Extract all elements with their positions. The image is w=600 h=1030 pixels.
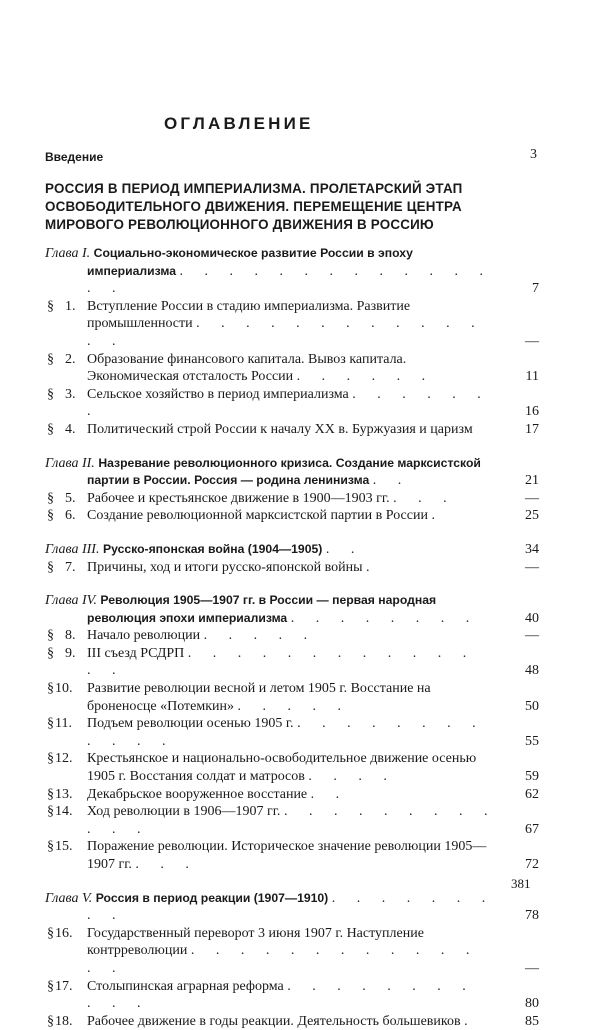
- toc-entry-section: [45, 838, 539, 873]
- page-number: 17: [525, 421, 539, 437]
- section-title: [87, 507, 539, 525]
- leader-dots: .: [464, 1013, 477, 1029]
- chapter-title: Русско-японская война (1904—1905): [102, 541, 323, 556]
- section-title: [87, 750, 539, 785]
- section-text: Декабрьское вооруженное восстание: [87, 786, 308, 802]
- section-title: [87, 1013, 539, 1030]
- section-title: [87, 645, 539, 680]
- page-number: 7: [532, 281, 539, 297]
- chapter-title: Революция 1905—1907 гг. в России — первая народная революция эпохи империализма: [87, 593, 437, 625]
- chapter-label: Глава IV.: [45, 593, 97, 609]
- chapter-heading: [45, 245, 539, 298]
- section-mark: §: [47, 559, 54, 575]
- toc-entry-section: [45, 645, 539, 680]
- section-text: Создание революционной марксистской партии в России: [87, 508, 428, 524]
- folio-page-number: 381: [511, 876, 531, 891]
- page-number: 85: [525, 1013, 539, 1029]
- section-mark: §: [47, 978, 54, 994]
- section-mark: §: [47, 298, 54, 314]
- toc-entry-chapter: [45, 245, 539, 298]
- page-number: 34: [525, 541, 539, 557]
- section-number: 13.: [55, 786, 73, 802]
- chapter-title: Назревание революционного кризиса. Создание марксистской партии в России. Россия — родина ленинизма: [87, 455, 481, 488]
- leader-dots: . . . . . . . . . . . . . .: [87, 645, 476, 679]
- leader-dots: . . . .: [308, 769, 396, 785]
- leader-dots: . . . . . . . . . . . . . .: [87, 316, 484, 349]
- section-text: Подъем революции осенью 1905 г.: [87, 716, 294, 732]
- leader-dots: . . . . . . . .: [290, 610, 479, 626]
- leader-dots: .: [366, 559, 379, 575]
- page-number: 40: [525, 610, 539, 626]
- section-text: Государственный переворот 3 июня 1907 г. Наступление контрреволюции: [87, 925, 424, 959]
- toc-entry-section: [45, 490, 539, 508]
- section-number: 16.: [55, 925, 73, 941]
- toc-entry-section: [45, 351, 539, 386]
- section-mark: §: [47, 716, 54, 732]
- leader-dots: . . . . . . . . . . . . . .: [87, 943, 479, 976]
- section-title: [87, 803, 539, 838]
- section-text: Развитие революции весной и летом 1905 г. Восстание на броненосце «Потемкин»: [87, 681, 431, 714]
- section-number: 1.: [65, 298, 76, 314]
- chapter-title: Социально-экономическое развитие России в эпоху империализма: [87, 246, 413, 278]
- section-mark: §: [47, 839, 54, 855]
- section-mark: §: [47, 786, 54, 802]
- toc-list: [45, 245, 539, 1030]
- section-number: 11.: [55, 716, 72, 732]
- section-number: 7.: [65, 559, 76, 575]
- section-title: [87, 298, 539, 351]
- section-number: 12.: [55, 751, 73, 767]
- page-number: 59: [525, 769, 539, 785]
- section-title: [87, 838, 539, 873]
- section-mark: §: [47, 1013, 54, 1029]
- leader-dots: . . .: [393, 490, 456, 506]
- page-number: 11: [525, 369, 539, 385]
- page-number: 72: [525, 857, 539, 872]
- section-mark: §: [47, 645, 54, 661]
- chapter-title: Россия в период реакции (1907—1910): [95, 890, 329, 905]
- section-number: 18.: [55, 1013, 73, 1029]
- section-number: 17.: [55, 978, 73, 994]
- section-title: [87, 680, 539, 715]
- chapter-label: Глава I.: [45, 246, 91, 261]
- leader-dots: . . . . . . . . . . . .: [87, 804, 497, 837]
- toc-entry-section: [45, 978, 539, 1013]
- toc-entry-section: [45, 680, 539, 715]
- section-text: III съезд РСДРП: [87, 645, 185, 661]
- section-text: Политический строй России к началу XX в. Буржуазия и царизм: [87, 421, 473, 437]
- chapter-heading: [45, 890, 539, 925]
- section-mark: §: [47, 925, 54, 941]
- toc-entry-section: [45, 1013, 539, 1030]
- section-number: 8.: [65, 628, 76, 644]
- section-title: [87, 627, 539, 645]
- toc-entry-chapter: [45, 455, 539, 490]
- page-number: 48: [525, 663, 539, 679]
- section-title: [87, 490, 539, 508]
- toc-entry-section: [45, 627, 539, 645]
- toc-entry-section: [45, 559, 539, 577]
- entry-label: Введение: [45, 150, 104, 164]
- section-title: [87, 786, 539, 804]
- chapter-label: Глава V.: [45, 890, 93, 906]
- section-mark: §: [47, 386, 54, 402]
- page-number: 25: [525, 508, 539, 524]
- page-number: 62: [525, 786, 539, 802]
- toc-entry-chapter: [45, 592, 539, 627]
- chapter-gap: [45, 525, 539, 541]
- toc-entry-section: [45, 715, 539, 750]
- leader-dots: . .: [310, 786, 349, 802]
- section-text: Начало революции: [87, 628, 201, 644]
- section-mark: §: [47, 751, 54, 767]
- section-number: 2.: [65, 351, 76, 367]
- section-text: Образование финансового капитала. Вывоз капитала. Экономическая отсталость России: [87, 351, 407, 385]
- section-title: [87, 421, 539, 439]
- part-heading: РОССИЯ В ПЕРИОД ИМПЕРИАЛИЗМА. ПРОЛЕТАРСКИЙ ЭТАП ОСВОБОДИТЕЛЬНОГО ДВИЖЕНИЯ. ПЕРЕМЕЩЕНИЕ ЦЕНТРА МИРОВОГО РЕВОЛЮЦИОННОГО ДВИЖЕНИЯ В РОССИЮ: [45, 181, 463, 232]
- page-number: 50: [525, 698, 539, 714]
- section-title: [87, 715, 539, 750]
- page-number: —: [525, 333, 539, 349]
- section-number: 10.: [55, 681, 73, 697]
- toc-entry-section: [45, 298, 539, 351]
- section-number: 15.: [55, 839, 73, 855]
- section-text: Сельское хозяйство в период империализма: [87, 386, 349, 402]
- toc-entry-introduction: [45, 147, 537, 164]
- toc-entry-section: [45, 803, 539, 838]
- section-mark: §: [47, 351, 54, 367]
- section-number: 9.: [65, 645, 76, 661]
- section-text: Ход революции в 1906—1907 гг.: [87, 804, 281, 820]
- leader-dots: .: [431, 508, 444, 524]
- leader-dots: . . . . . . .: [87, 386, 490, 420]
- section-title: [87, 978, 539, 1013]
- leader-dots: . . . . . . . . . . .: [87, 978, 475, 1012]
- page-number: —: [525, 559, 539, 575]
- chapter-label: Глава II.: [45, 455, 95, 471]
- chapter-heading: [45, 592, 539, 627]
- toc-entry-section: [45, 750, 539, 785]
- section-mark: §: [47, 804, 54, 820]
- page-number: 80: [525, 996, 539, 1012]
- page-title: ОГЛАВЛЕНИЕ: [164, 114, 314, 133]
- page-number: 67: [525, 821, 539, 837]
- page-number: 21: [525, 473, 539, 489]
- page-number: 55: [525, 733, 539, 749]
- toc-entry-chapter: [45, 890, 539, 925]
- section-text: Поражение революции. Историческое значение революции 1905—1907 гг.: [87, 839, 487, 872]
- page-number: —: [525, 960, 539, 976]
- chapter-gap: [45, 874, 539, 890]
- section-mark: §: [47, 508, 54, 524]
- leader-dots: . . . . . . . . . . . . . . .: [87, 263, 492, 297]
- leader-dots: . .: [372, 473, 411, 489]
- leader-dots: . . . . .: [237, 698, 350, 714]
- section-text: Вступление России в стадию империализма. Развитие промышленности: [87, 298, 411, 332]
- section-mark: §: [47, 628, 54, 644]
- toc-entry-section: [45, 507, 539, 525]
- leader-dots: . . . . . . . . .: [87, 890, 495, 924]
- page-number: 3: [530, 147, 537, 162]
- chapter-gap: [45, 439, 539, 455]
- section-text: Рабочее движение в годы реакции. Деятельность большевиков: [87, 1013, 461, 1029]
- section-mark: §: [47, 490, 54, 506]
- section-mark: §: [47, 681, 54, 697]
- section-title: [87, 386, 539, 421]
- chapter-heading: [45, 455, 539, 490]
- chapter-gap: [45, 576, 539, 592]
- section-number: 4.: [65, 421, 76, 437]
- leader-dots: . . . . . .: [296, 369, 435, 385]
- toc-entry-section: [45, 421, 539, 439]
- section-title: [87, 925, 539, 978]
- section-text: Столыпинская аграрная реформа: [87, 978, 284, 994]
- section-text: Крестьянское и национально-освободительное движение осенью 1905 г. Восстания солдат и матросов: [87, 751, 477, 785]
- toc-entry-chapter: [45, 541, 539, 559]
- toc-entry-section: [45, 925, 539, 978]
- section-number: 6.: [65, 508, 76, 524]
- page-number: —: [525, 490, 539, 506]
- section-text: Причины, ход и итоги русско-японской войны: [87, 559, 363, 575]
- section-number: 3.: [65, 386, 76, 402]
- leader-dots: . . . . .: [203, 628, 317, 644]
- section-number: 14.: [55, 804, 73, 820]
- leader-dots: . . . . . . . . . . . .: [87, 716, 485, 749]
- toc-entry-section: [45, 786, 539, 804]
- leader-dots: . . .: [135, 857, 198, 872]
- toc-entry-section: [45, 386, 539, 421]
- chapter-label: Глава III.: [45, 541, 100, 557]
- page-number: —: [525, 628, 539, 644]
- section-title: [87, 559, 539, 577]
- section-mark: §: [47, 421, 54, 437]
- leader-dots: . .: [325, 541, 364, 557]
- page-number: 78: [525, 908, 539, 924]
- page-number: 16: [525, 404, 539, 420]
- section-text: Рабочее и крестьянское движение в 1900—1903 гг.: [87, 490, 390, 506]
- section-title: [87, 351, 539, 386]
- chapter-heading: [45, 541, 539, 559]
- section-number: 5.: [65, 490, 76, 506]
